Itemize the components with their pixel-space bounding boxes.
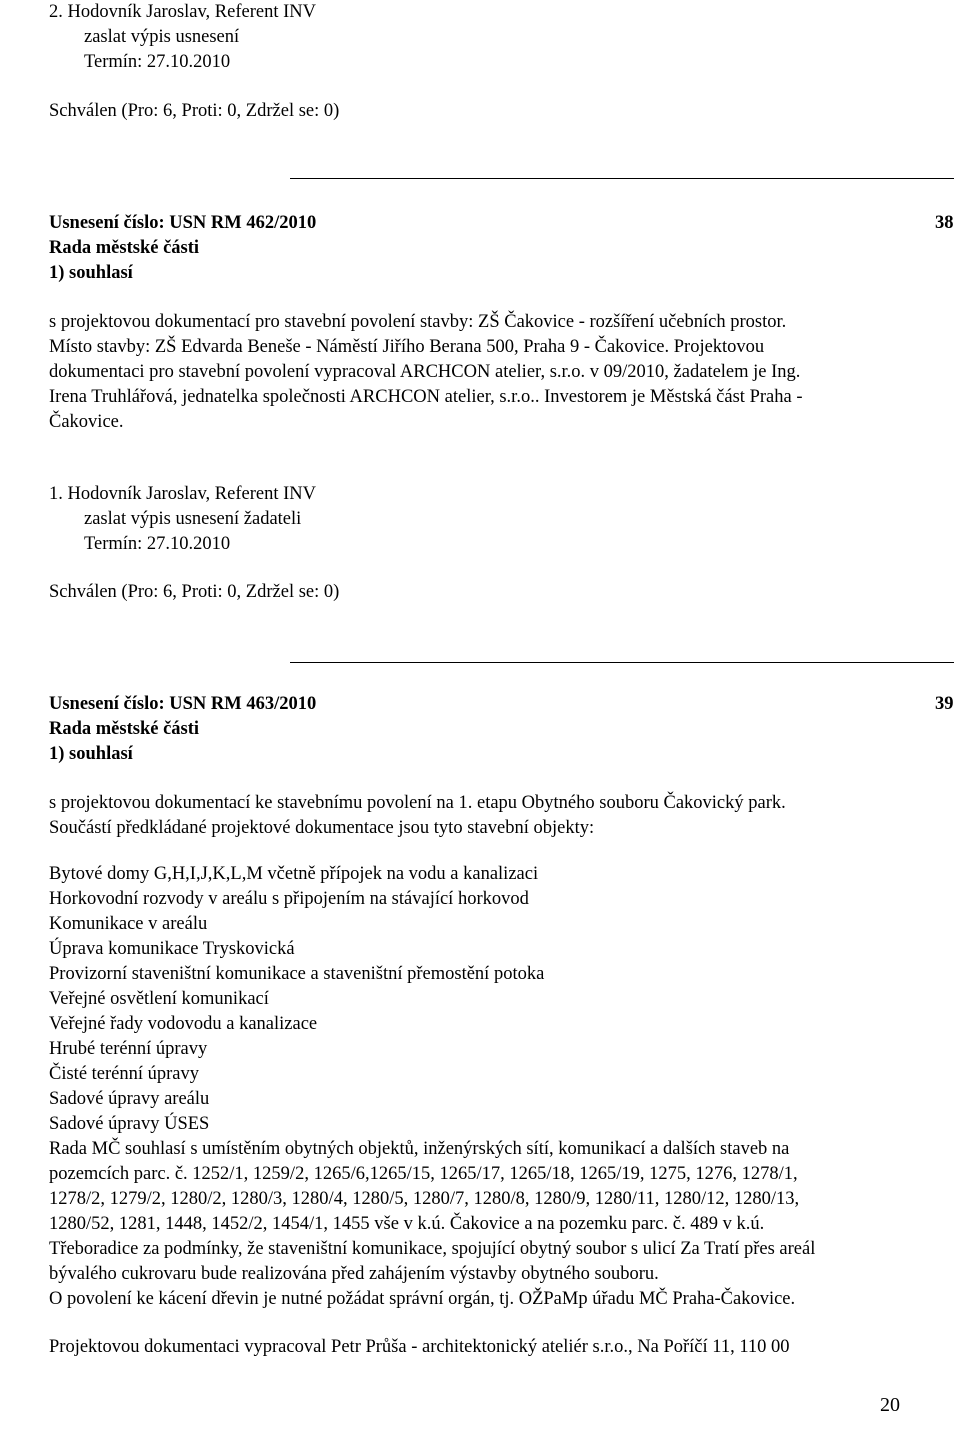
resolution-text-line: s projektovou dokumentací pro stavební povolení stavby: ZŠ Čakovice - rozšíření učebních prostor. [49,312,787,332]
resolution-text-line: Místo stavby: ZŠ Edvarda Beneše - Náměstí Jiřího Berana 500, Praha 9 - Čakovice. Projektovou [49,337,765,357]
task-action: zaslat výpis usnesení žadateli [84,509,302,529]
resolution-number: 39 [935,694,954,714]
separator-line [290,178,954,179]
resolution-text-line: Součástí předkládané projektové dokumentace jsou tyto stavební objekty: [49,818,595,838]
task-action: zaslat výpis usnesení [84,27,240,47]
object-list-item: Čisté terénní úpravy [49,1064,200,1084]
resolution-title: Usnesení číslo: USN RM 462/2010 [49,213,317,233]
resolution-text-line: s projektovou dokumentací ke stavebnímu povolení na 1. etapu Obytného souboru Čakovický park. [49,793,786,813]
object-list-item: Veřejné osvětlení komunikací [49,989,269,1009]
decision-label: 1) souhlasí [49,744,133,764]
consent-text-line: pozemcích parc. č. 1252/1, 1259/2, 1265/6,1265/15, 1265/17, 1265/18, 1265/19, 1275, 1276, 1278/1, [49,1164,798,1184]
task-item: 2. Hodovník Jaroslav, Referent INV [49,2,316,22]
object-list-item: Horkovodní rozvody v areálu s připojením na stávající horkovod [49,889,529,909]
consent-text-line: 1278/2, 1279/2, 1280/2, 1280/3, 1280/4, 1280/5, 1280/7, 1280/8, 1280/9, 1280/11, 1280/12, 1280/13, [49,1189,800,1209]
approval-status: Schválen (Pro: 6, Proti: 0, Zdržel se: 0) [49,582,340,602]
resolution-title: Usnesení číslo: USN RM 463/2010 [49,694,317,714]
object-list-item: Komunikace v areálu [49,914,208,934]
resolution-number: 38 [935,213,954,233]
separator-line [290,662,954,663]
council-name: Rada městské části [49,719,200,739]
object-list-item: Sadové úpravy ÚSES [49,1114,210,1134]
object-list-item: Veřejné řady vodovodu a kanalizace [49,1014,318,1034]
object-list-item: Sadové úpravy areálu [49,1089,210,1109]
approval-status: Schválen (Pro: 6, Proti: 0, Zdržel se: 0) [49,101,340,121]
object-list-item: Provizorní staveništní komunikace a staveništní přemostění potoka [49,964,545,984]
resolution-text-line: Čakovice. [49,412,124,432]
decision-label: 1) souhlasí [49,263,133,283]
consent-text-line: O povolení ke kácení dřevin je nutné požádat správní orgán, tj. OŽPaMp úřadu MČ Praha-Čakovice. [49,1289,796,1309]
resolution-text-line: Irena Truhlářová, jednatelka společnosti ARCHCON atelier, s.r.o.. Investorem je Městská část Praha - [49,387,803,407]
object-list-item: Bytové domy G,H,I,J,K,L,M včetně přípojek na vodu a kanalizaci [49,864,539,884]
author-line: Projektovou dokumentaci vypracoval Petr Průša - architektonický ateliér s.r.o., Na Poříčí 11, 110 00 [49,1337,790,1357]
consent-text-line: Třeboradice za podmínky, že staveništní komunikace, spojující obytný soubor s ulicí Za Tratí přes areál [49,1239,816,1259]
task-item: 1. Hodovník Jaroslav, Referent INV [49,484,316,504]
consent-text-line: 1280/52, 1281, 1448, 1452/2, 1454/1, 1455 vše v k.ú. Čakovice a na pozemku parc. č. 489 v k.ú. [49,1214,765,1234]
consent-text-line: Rada MČ souhlasí s umístěním obytných objektů, inženýrských sítí, komunikací a dalších staveb na [49,1139,790,1159]
page-number: 20 [880,1394,900,1416]
object-list-item: Úprava komunikace Tryskovická [49,939,295,959]
council-name: Rada městské části [49,238,200,258]
resolution-text-line: dokumentaci pro stavební povolení vypracoval ARCHCON atelier, s.r.o. v 09/2010, žadatelem je Ing. [49,362,801,382]
object-list-item: Hrubé terénní úpravy [49,1039,208,1059]
task-deadline: Termín: 27.10.2010 [84,52,231,72]
task-deadline: Termín: 27.10.2010 [84,534,231,554]
consent-text-line: bývalého cukrovaru bude realizována před zahájením výstavby obytného souboru. [49,1264,659,1284]
